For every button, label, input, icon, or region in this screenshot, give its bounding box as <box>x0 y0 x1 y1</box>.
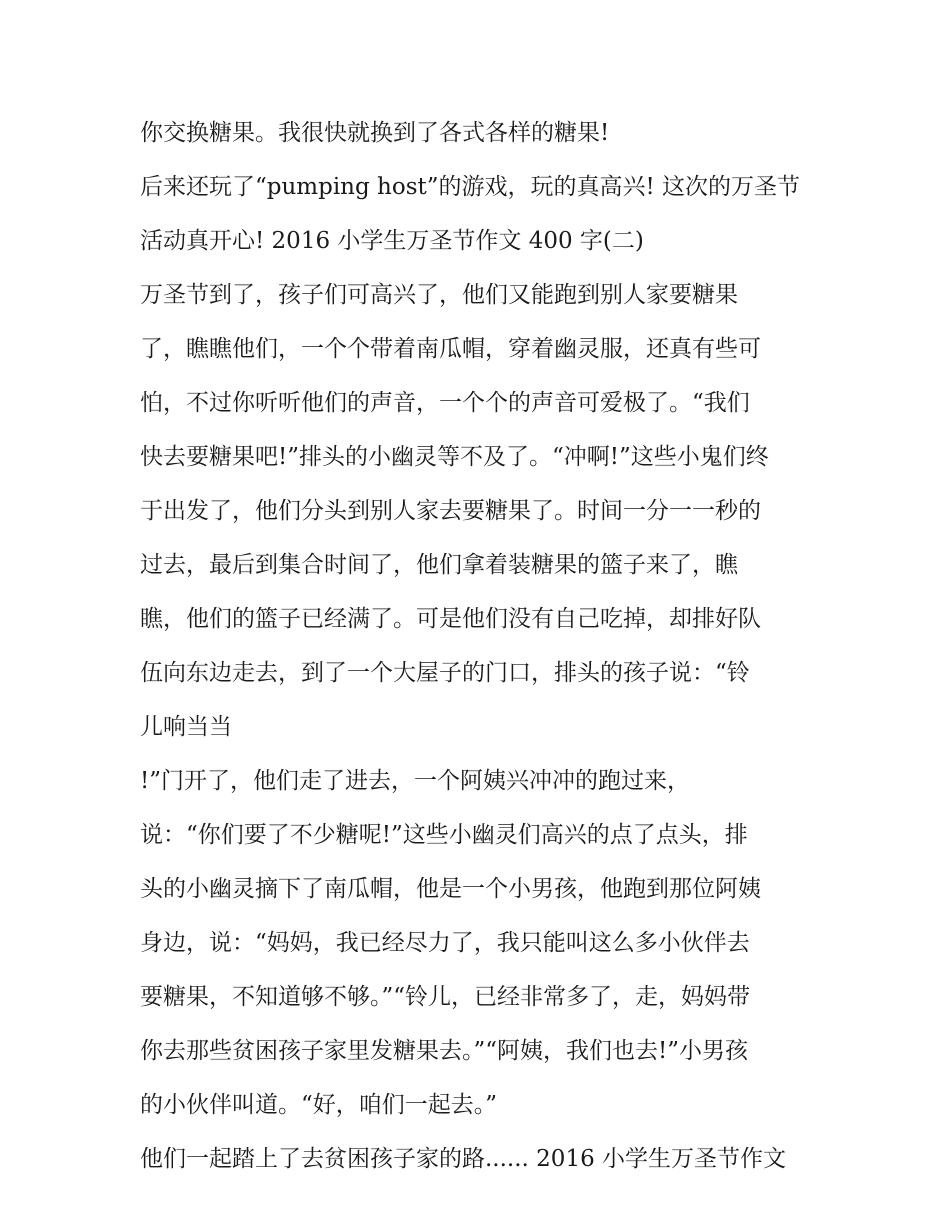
text-line: 过去，最后到集合时间了，他们拿着装糖果的篮子来了，瞧 <box>140 552 738 578</box>
text-line: 儿响当当 <box>140 714 232 740</box>
text-line: 你去那些贫困孩子家里发糖果去。”“阿姨，我们也去!”小男孩 <box>140 1038 749 1064</box>
text-line: 怕，不过你听听他们的声音，一个个的声音可爱极了。“我们 <box>140 390 750 416</box>
text-line: 的小伙伴叫道。“好，咱们一起去。” <box>140 1092 498 1118</box>
text-line: 快去要糖果吧!”排头的小幽灵等不及了。“冲啊!”这些小鬼们终 <box>140 444 769 470</box>
text-line: 要糖果，不知道够不够。”“铃儿，已经非常多了，走，妈妈带 <box>140 984 751 1010</box>
text-line: 于出发了，他们分头到别人家去要糖果了。时间一分一一秒的 <box>140 498 761 524</box>
text-line: 你交换糖果。我很快就换到了各式各样的糖果! <box>140 120 610 146</box>
text-line: 瞧，他们的篮子已经满了。可是他们没有自己吃掉，却排好队 <box>140 606 761 632</box>
text-line: 身边，说：“妈妈，我已经尽力了，我只能叫这么多小伙伴去 <box>140 930 750 956</box>
text-line: 万圣节到了，孩子们可高兴了，他们又能跑到别人家要糖果 <box>140 282 738 308</box>
text-line: 他们一起踏上了去贫困孩子家的路...... 2016 小学生万圣节作文 <box>140 1146 787 1172</box>
text-line: 活动真开心! 2016 小学生万圣节作文 400 字(二) <box>140 228 644 254</box>
essay-text <box>140 106 830 1186</box>
text-line: 了，瞧瞧他们，一个个带着南瓜帽，穿着幽灵服，还真有些可 <box>140 336 761 362</box>
text-line: 后来还玩了“pumping host”的游戏，玩的真高兴! 这次的万圣节 <box>140 174 801 200</box>
text-line: 说：“你们要了不少糖呢!”这些小幽灵们高兴的点了点头，排 <box>140 822 748 848</box>
text-line: !”门开了，他们走了进去，一个阿姨兴冲冲的跑过来， <box>140 768 691 794</box>
text-line: 头的小幽灵摘下了南瓜帽，他是一个小男孩，他跑到那位阿姨 <box>140 876 761 902</box>
text-line: 伍向东边走去，到了一个大屋子的门口，排头的孩子说：“铃 <box>140 660 750 686</box>
